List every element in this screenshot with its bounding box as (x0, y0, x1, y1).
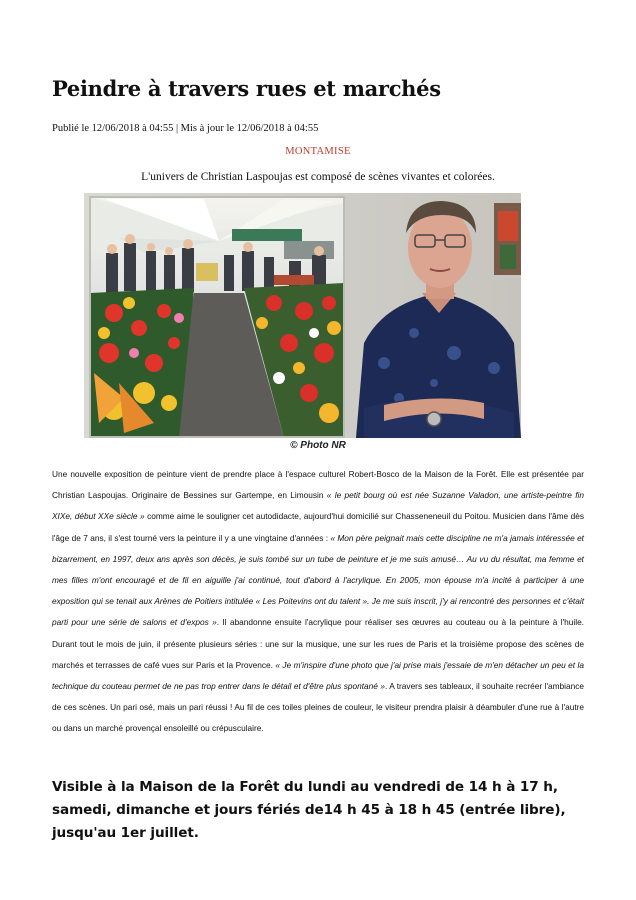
body-segment: Une nouvelle exposition de peinture vient de prendre place à l'espace culturel Robert-Bosco de la Maison de la Forêt. Elle est présentée par Christian Laspoujas. Originaire de Bessines sur Gartempe, en Limousin (52, 469, 584, 501)
publication-dateline: Publié le 12/06/2018 à 04:55 | Mis à jour le 12/06/2018 à 04:55 (52, 123, 319, 134)
article-subtitle: L'univers de Christian Laspoujas est composé de scènes vivantes et colorées. (141, 171, 495, 183)
article-body (52, 464, 584, 740)
body-quote: « Mon père peignait mais cette discipline ne m'a jamais intéressée et bizarrement, en 1997, deux ans après son décès, je suis tombé sur un tube de peinture et je me suis amusé… Au vu du résultat, ma femme et mes filles m'ont encouragé et de fil en aiguille j'ai continué, tout d'abord à l'acrylique. En 2005, mon épouse m'a incité à participer à une exposition qui se tenait aux Arènes de Poitiers intitulée « Les Poitevins ont du talent ». Je me suis inscrit, j'y ai rencontré des personnes et c'était parti pour une série de salons et d'expos » (52, 532, 584, 628)
article-photo (84, 193, 521, 438)
body-quote: « Je m'inspire d'une photo que j'ai prise mais j'essaie de m'en détacher un peu et la technique du couteau permet de ne pas trop entrer dans le détail et d'être plus spontané » (52, 659, 584, 692)
section-label[interactable]: MONTAMISE (285, 146, 351, 157)
body-segment: . Il abandonne ensuite l'acrylique pour réaliser ses œuvres au couteau ou à la peinture à l'huile. Durant tout le mois de juin, il présente plusieurs séries : une sur la musique, une sur les rues de Paris et la troisième propose des scènes de marchés et terrasses de café vues sur Paris et la Provence. (52, 617, 584, 670)
body-segment: . A travers ses tableaux, il souhaite recréer l'ambiance de ces scènes. Un pari osé, mais un pari réussi ! Au fil de ces toiles pleines de couleur, le visiteur prendra plaisir à déambuler d'une rue à l'autre ou dans un marché provençal ensoleillé ou crépusculaire. (52, 681, 585, 734)
article-title: Peindre à travers rues et marchés (52, 76, 441, 101)
body-quote: « le petit bourg où est née Suzanne Valadon, une artiste-peintre fin XIXe, début XXe siècle » (52, 490, 584, 522)
practical-info: Visible à la Maison de la Forêt du lundi au vendredi de 14 h à 17 h, samedi, dimanche et jours fériés de14 h 45 à 18 h 45 (entrée libre), jusqu'au 1er juillet. (52, 779, 566, 841)
body-segment: comme aime le souligner cet autodidacte, aujourd'hui domicilié sur Chasseneneuil du Poitou. Musicien dans l'âme dès l'âge de 7 ans, il s'est tourné vers la peinture il y a une vingtaine d'années : (52, 511, 584, 543)
photo-caption: © Photo NR (290, 440, 346, 451)
